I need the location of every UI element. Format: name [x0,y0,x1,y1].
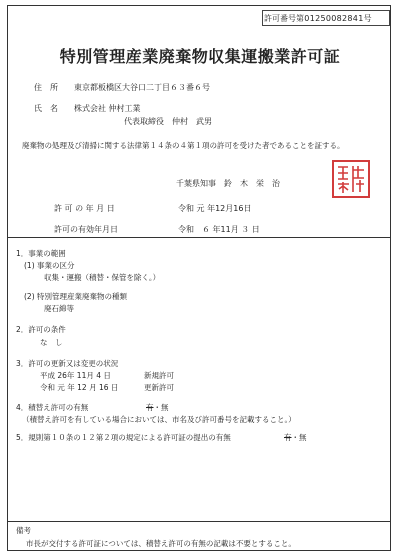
company-name: 株式会社 仲村工業 [74,104,141,113]
valid-until-value: 令和 ６ 年11月 ３ 日 [178,225,260,234]
section-5-title: 5．規則第１０条の１２第２項の規定による許可証の提出の有無 [16,433,231,442]
section-4-option-separator: ・ [153,403,161,412]
section-3-row2-date: 令和 元 年 12 月 16 日 [40,383,119,392]
issuer-name: 千葉県知事 鈴 木 栄 治 [176,179,280,188]
certificate-title: 特別管理産業廃棄物収集運搬業許可証 [59,47,341,66]
section-3-row1-date: 平成 26年 11月 4 日 [40,371,111,380]
address-value: 東京都板橋区大谷口二丁目６３番６号 [74,83,210,92]
section-2-value: な し [40,338,63,347]
name-label: 氏 名 [34,104,58,113]
valid-until-label: 許可の有効年月日 [54,225,118,234]
permit-number-value: 第01250082841号 [296,14,372,23]
official-seal [332,160,370,198]
section-4-option-no: 無 [161,403,169,412]
section-5-options [284,432,307,443]
section-1-sub1-value: 収集・運搬（積替・保管を除く。） [44,273,161,282]
representative-name: 代表取締役 仲村 武男 [124,117,212,126]
section-3-row1-status: 新規許可 [144,371,174,380]
section-1-title: 1．事業の範囲 [16,249,66,258]
section-4-note: （積替え許可を有している場合においては、市名及び許可番号を記載すること。） [22,415,296,424]
section-4-title: 4．積替え許可の有無 [16,403,89,412]
section-2-title: 2．許可の条件 [16,325,66,334]
section-1-sub2-title: (2) 特別管理産業廃棄物の種類 [24,292,128,301]
address-label: 住 所 [34,83,58,92]
permit-date-value: 令和 元 年12月16日 [178,204,252,213]
section-5-option-separator: ・ [291,433,299,442]
remarks-label: 備考 [16,526,31,535]
section-4-option-yes: 有 [146,403,154,412]
permit-number-label: 許可番号 [264,14,296,23]
section-3-row2-status: 更新許可 [144,383,174,392]
section-divider [7,237,391,238]
permit-date-label: 許 可 の 年 月 日 [54,204,115,213]
section-5-option-yes: 有 [284,433,292,442]
remarks-text: 市長が交付する許可証については、積替え許可の有無の記載は不要とすること。 [26,539,296,548]
section-1-sub1-title: (1) 事業の区分 [24,261,75,270]
section-1-sub2-value: 廃石綿等 [44,304,74,313]
section-4-options [146,402,169,413]
remarks-divider [7,521,391,522]
section-3-title: 3．許可の更新又は変更の状況 [16,359,119,368]
section-5-option-no: 無 [299,433,307,442]
certification-statement: 廃棄物の処理及び清掃に関する法律第１４条の４第１項の許可を受けた者であることを証する。 [22,141,345,150]
